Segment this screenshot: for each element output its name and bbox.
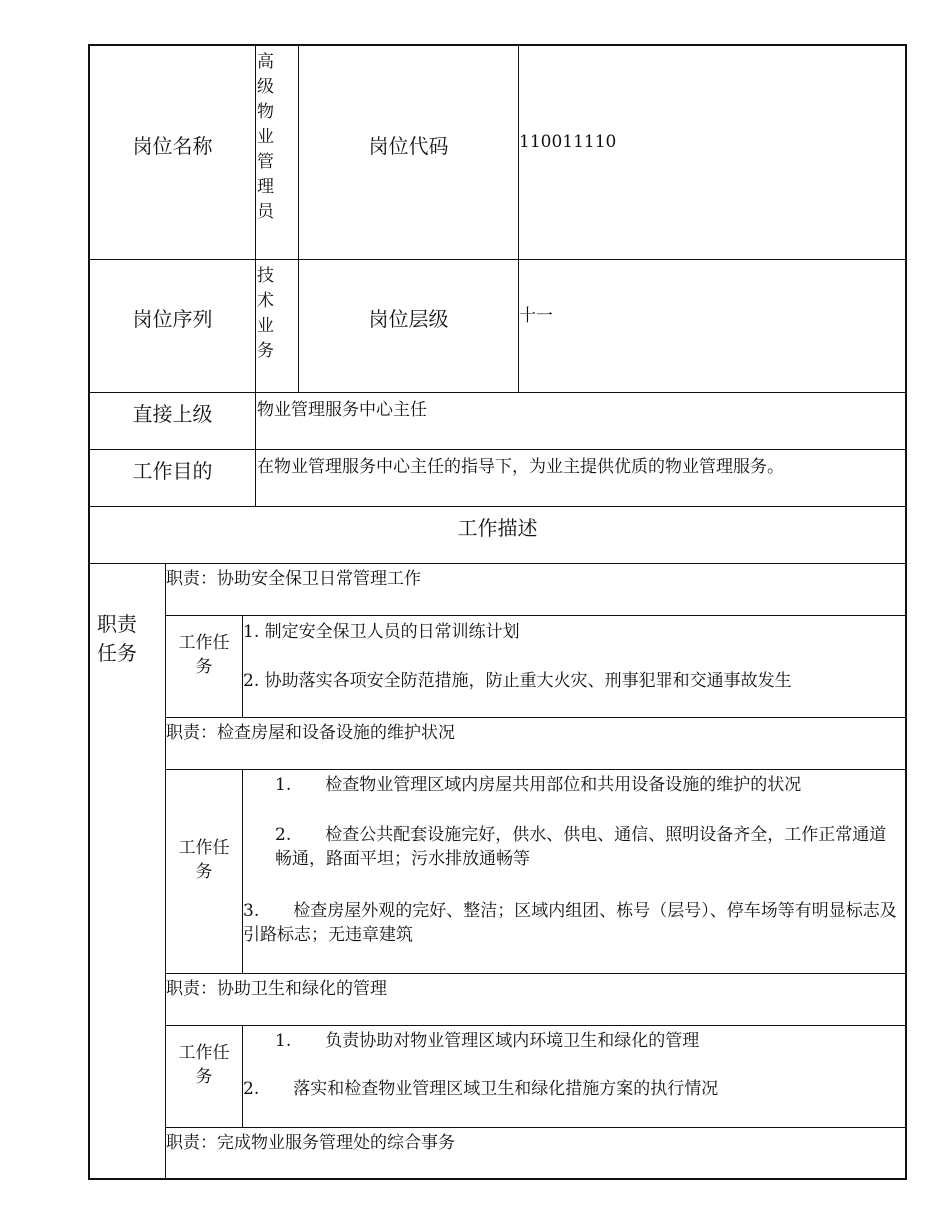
- task-label-text: 工作任务: [178, 838, 230, 882]
- task-label: [166, 1041, 242, 1089]
- col-divider: [298, 44, 299, 392]
- duties-label-line1: 职责: [97, 612, 137, 636]
- position-name-value: 高级物业管理员: [257, 52, 274, 222]
- duties-tasks-label: [90, 610, 165, 668]
- work-description-header: 工作描述: [457, 516, 538, 540]
- row-divider: [88, 563, 907, 564]
- table-border-top: [88, 44, 907, 46]
- row-divider: [165, 973, 907, 974]
- row-divider: [88, 392, 907, 393]
- row-divider: [165, 615, 907, 616]
- duty-title: 职责：检查房屋和设备设施的维护状况: [166, 723, 455, 743]
- duty-title: 职责：协助卫生和绿化的管理: [166, 979, 387, 999]
- task-item: 1. 负责协助对物业管理区域内环境卫生和绿化的管理: [275, 1031, 700, 1051]
- task-label-text: 工作任务: [178, 1043, 230, 1087]
- task-item: 2. 检查公共配套设施完好，供水、供电、通信、照明设备齐全，工作正常通道畅通，路面平坦；污水排放通畅等: [275, 825, 887, 869]
- task-item: 2. 落实和检查物业管理区域卫生和绿化措施方案的执行情况: [243, 1079, 719, 1099]
- row-divider: [165, 1025, 907, 1026]
- table-border-right: [905, 44, 907, 1180]
- position-code-value: 110011110: [519, 132, 617, 152]
- task-label: [166, 631, 242, 679]
- duty-title: 职责：完成物业服务管理处的综合事务: [166, 1133, 455, 1153]
- task-label: [166, 836, 242, 884]
- row-divider: [165, 717, 907, 718]
- row-divider: [88, 449, 907, 450]
- position-code-label: 岗位代码: [368, 134, 449, 158]
- work-purpose-label: 工作目的: [132, 459, 213, 483]
- row-divider: [165, 769, 907, 770]
- col-divider: [518, 44, 519, 392]
- col-divider: [255, 44, 256, 506]
- position-sequence-value: 技术业务: [257, 266, 274, 361]
- task-item: 1. 制定安全保卫人员的日常训练计划: [243, 622, 520, 642]
- position-level-label: 岗位层级: [368, 307, 449, 331]
- work-purpose-value: 在物业管理服务中心主任的指导下，为业主提供优质的物业管理服务。: [257, 457, 784, 477]
- direct-superior-value: 物业管理服务中心主任: [257, 400, 427, 420]
- position-sequence-label: 岗位序列: [132, 307, 213, 331]
- row-divider: [88, 506, 907, 507]
- task-label-text: 工作任务: [178, 633, 230, 677]
- task-item: 2. 协助落实各项安全防范措施，防止重大火灾、刑事犯罪和交通事故发生: [243, 671, 792, 691]
- col-divider: [242, 1025, 243, 1127]
- duty-title: 职责：协助安全保卫日常管理工作: [166, 569, 421, 589]
- position-name-label: 岗位名称: [132, 134, 213, 158]
- task-item: 1. 检查物业管理区域内房屋共用部位和共用设备设施的维护的状况: [275, 775, 802, 795]
- row-divider: [165, 1127, 907, 1128]
- task-item: 3. 检查房屋外观的完好、整洁；区域内组团、栋号（层号）、停车场等有明显标志及引路标志；无违章建筑: [243, 901, 897, 945]
- direct-superior-label: 直接上级: [132, 402, 213, 426]
- duties-label-line2: 任务: [97, 641, 137, 665]
- position-level-value: 十一: [519, 306, 553, 326]
- row-divider: [88, 259, 907, 260]
- table-border-bottom: [88, 1178, 907, 1180]
